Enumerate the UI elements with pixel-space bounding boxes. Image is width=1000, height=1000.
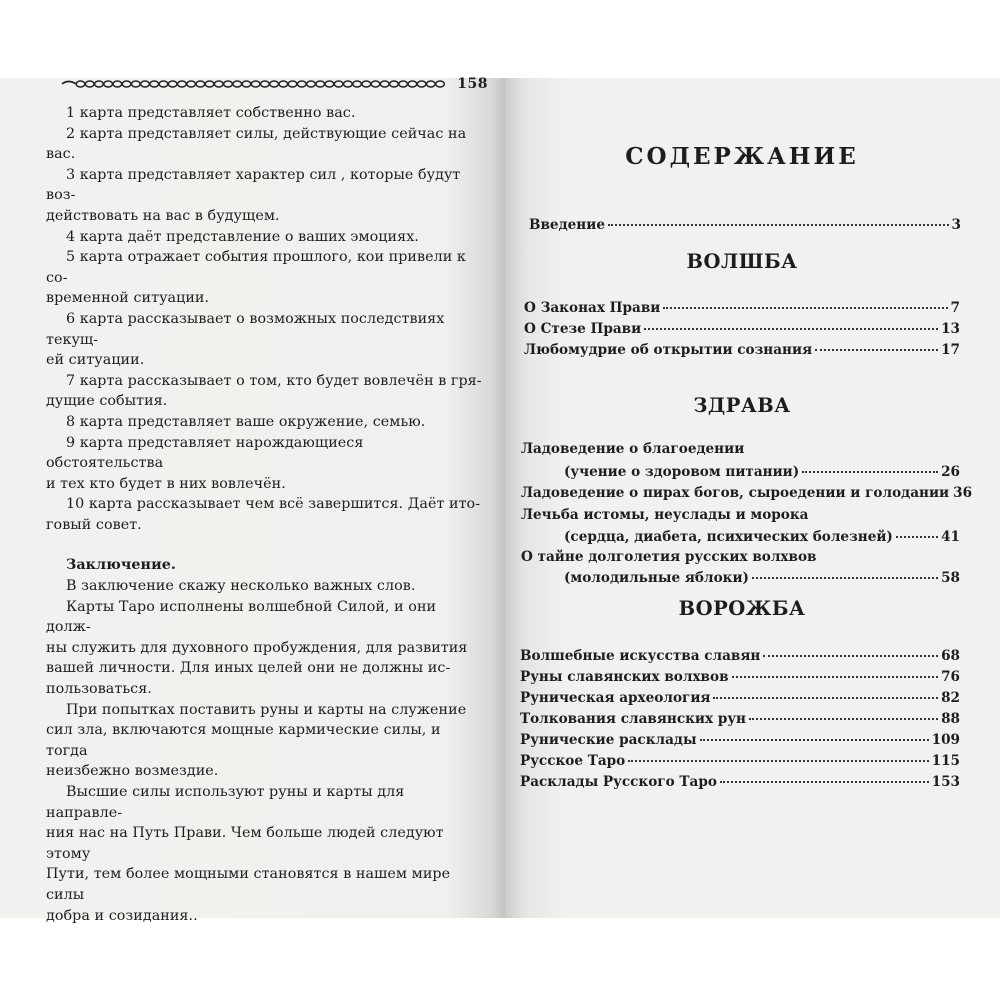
toc-entry-page: 82: [941, 690, 960, 706]
toc-entry[interactable]: [520, 710, 960, 728]
toc-entry[interactable]: [521, 484, 973, 502]
toc-entry-title: Толкования славянских рун: [520, 711, 746, 727]
toc-entry-page: 3: [951, 217, 961, 233]
toc-entry[interactable]: [520, 647, 960, 665]
text-line: 3 карта представляет характер сил , которые будут воз-: [46, 166, 461, 204]
toc-entry-page: 68: [941, 648, 960, 664]
text-line: 4 карта даёт представление о ваших эмоциях.: [66, 228, 419, 245]
dot-leader: [644, 328, 938, 330]
toc-entry[interactable]: [524, 299, 960, 317]
toc-entry-title: Руническая археология: [520, 690, 711, 706]
text-line: 2 карта представляет силы, действующие сейчас на вас.: [46, 125, 467, 163]
conclusion-text: [46, 576, 482, 926]
section-heading: ВОЛШБА: [686, 250, 798, 273]
toc-entry[interactable]: [520, 668, 960, 686]
toc-entry[interactable]: [520, 773, 960, 791]
text-line: и тех кто будет в них вовлечён.: [46, 475, 286, 492]
toc-entry-subtitle: (сердца, диабета, психических болезней): [564, 529, 893, 545]
toc-entry-title[interactable]: О тайне долголетия русских волхвов: [521, 549, 817, 565]
toc-entry-title: О Законах Прави: [524, 300, 661, 316]
dot-leader: [896, 536, 938, 538]
text-line: дущие события.: [46, 393, 168, 410]
toc-entry-title[interactable]: Лечьба истомы, неуслады и морока: [521, 507, 809, 523]
text-line: ния нас на Путь Прави. Чем больше людей следуют этому: [46, 825, 444, 862]
toc-entry-title: О Стезе Прави: [524, 321, 642, 337]
section-heading: ЗДРАВА: [693, 394, 791, 417]
text-line: При попытках поставить руны и карты на служение: [66, 701, 467, 718]
toc-entry[interactable]: [524, 320, 960, 338]
text-line: Высшие силы используют руны и карты для направле-: [46, 784, 405, 821]
text-line: 8 карта представляет ваше окружение, семью.: [66, 413, 426, 430]
toc-entry[interactable]: [520, 731, 960, 749]
text-line: 10 карта рассказывает чем всё завершится. Даёт ито-: [66, 496, 481, 513]
toc-title: СОДЕРЖАНИЕ: [625, 143, 859, 170]
page-number: 158: [457, 76, 488, 92]
text-line: вашей личности. Для иных целей они не должны ис-: [46, 660, 451, 677]
text-line: 9 карта представляет нарождающиеся обстоятельства: [46, 434, 364, 472]
toc-entry-page: 153: [931, 774, 960, 790]
toc-entry-title[interactable]: Ладоведение о благоедении: [521, 441, 745, 457]
toc-entry-page: 58: [941, 570, 960, 586]
toc-entry-title: Руны славянских волхвов: [520, 669, 729, 685]
text-line: 5 карта отражает события прошлого, кои привели к со-: [46, 249, 466, 286]
dot-leader: [608, 224, 949, 226]
card-positions-list: [46, 103, 482, 535]
text-line: ей ситуации.: [46, 352, 145, 369]
toc-entry-page: 36: [953, 485, 973, 501]
toc-entry[interactable]: [520, 752, 960, 770]
dot-leader: [802, 471, 938, 473]
running-header: [60, 73, 488, 95]
toc-entry-page: 109: [931, 732, 960, 748]
toc-entry-page: 88: [941, 711, 960, 727]
conclusion-heading: Заключение.: [66, 557, 176, 574]
text-line: Карты Таро исполнены волшебной Силой, и они долж-: [46, 598, 437, 636]
text-line: 1 карта представляет собственно вас.: [66, 105, 356, 121]
text-line: действовать на вас в будущем.: [46, 207, 280, 224]
chain-ornament-icon: [60, 79, 449, 89]
dot-leader: [763, 655, 938, 657]
toc-entry-title: Волшебные искусства славян: [520, 648, 761, 664]
section-heading: ВОРОЖБА: [678, 597, 806, 620]
dot-leader: [815, 349, 938, 351]
text-line: говый совет.: [46, 516, 142, 533]
text-line: добра и созидания..: [46, 907, 198, 924]
text-line: неизбежно возмездие.: [46, 763, 219, 780]
dot-leader: [700, 739, 929, 741]
toc-entry[interactable]: [520, 689, 960, 707]
text-line: сил зла, включаются мощные кармические силы, и тогда: [46, 722, 441, 759]
toc-entry-subtitle: (учение о здоровом питании): [564, 464, 800, 480]
dot-leader: [628, 760, 928, 762]
text-line: временной ситуации.: [46, 290, 210, 307]
dot-leader: [752, 577, 938, 579]
toc-entry-intro[interactable]: [529, 216, 961, 234]
toc-entry-title: Расклады Русского Таро: [520, 774, 717, 790]
toc-entry-page: 76: [941, 669, 960, 685]
left-page-body: [46, 103, 482, 926]
toc-entry-title: Рунические расклады: [520, 732, 697, 748]
toc-entry-page: 17: [941, 342, 960, 358]
dot-leader: [732, 676, 939, 678]
text-line: 6 карта рассказывает о возможных последствиях текущ-: [46, 310, 445, 348]
dot-leader: [720, 781, 929, 783]
text-line: 7 карта рассказывает о том, кто будет вовлечён в гря-: [66, 372, 482, 389]
toc-entry-page: 26: [941, 464, 960, 480]
toc-entry-page: 7: [950, 300, 960, 316]
toc-entry-page: 41: [941, 529, 960, 545]
text-line: Пути, тем более мощными становятся в нашем мире силы: [46, 866, 451, 903]
dot-leader: [749, 718, 938, 720]
text-line: В заключение скажу несколько важных слов.: [66, 578, 416, 595]
toc-entry[interactable]: [564, 528, 960, 546]
toc-entry-title: Русское Таро: [520, 753, 626, 769]
toc-entry-page: 115: [931, 753, 960, 769]
toc-entry-title: Ладоведение о пирах богов, сыроедении и голодании: [521, 485, 950, 501]
dot-leader: [663, 307, 947, 309]
toc-entry-title: Любомудрие об открытии сознания: [524, 342, 813, 358]
text-line: пользоваться.: [46, 681, 152, 698]
toc-entry[interactable]: [564, 463, 960, 481]
text-line: ны служить для духовного пробуждения, для развития: [46, 639, 468, 656]
dot-leader: [713, 697, 938, 699]
toc-entry[interactable]: [564, 569, 960, 587]
toc-entry-page: 13: [941, 321, 960, 337]
toc-entry[interactable]: [524, 341, 960, 359]
toc-entry-title: Введение: [529, 217, 605, 233]
toc-entry-subtitle: (молодильные яблоки): [564, 570, 749, 586]
